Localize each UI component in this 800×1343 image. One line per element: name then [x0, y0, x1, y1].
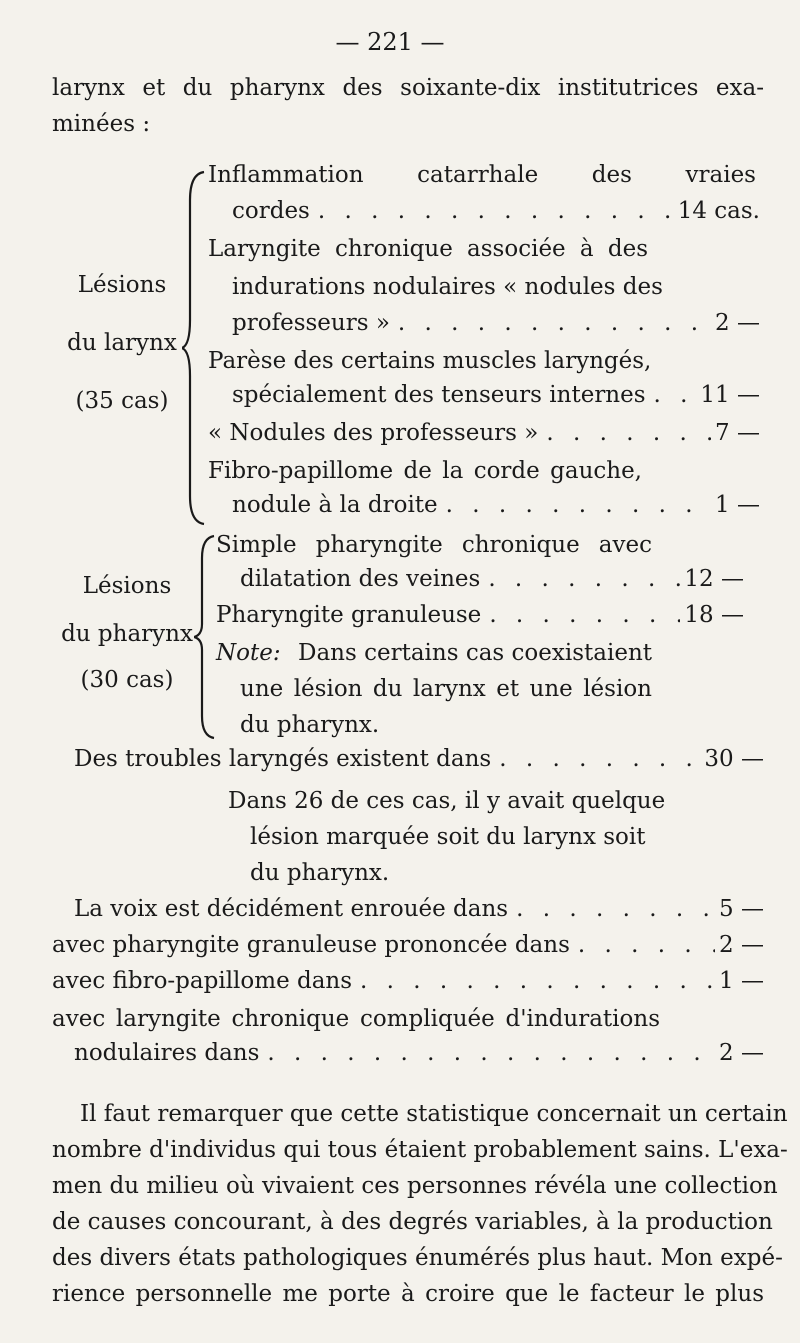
pharynx-item-2-line-1: Pharyngite granuleuse [216, 602, 482, 628]
larynx-item-2-line-3: professeurs » [232, 310, 390, 336]
paragraph-line-6: rience personnelle me porte à croire que le facteur le plus [52, 1281, 764, 1307]
troubles-row [74, 746, 764, 772]
fibro-row [52, 968, 764, 994]
larynx-item-3-line-1: Parèse des certains muscles laryngés, [208, 348, 652, 374]
troubles-note-3: du pharynx. [250, 860, 390, 886]
page-number: — 221 — [335, 28, 445, 56]
paragraph-line-2: nombre d'individus qui tous étaient probablement sains. L'exa- [52, 1137, 788, 1163]
larynx-item-1-count: 14 cas. [677, 198, 760, 224]
larynx-group-label-1: Lésions [77, 272, 167, 298]
pharynx-note-text-1: Dans certains cas coexistaient [298, 640, 652, 666]
laryngite-count: 2 — [719, 1040, 764, 1066]
larynx-item-2-line-1: Laryngite chronique associée à des [208, 236, 648, 262]
leader-dots [352, 968, 715, 994]
pharynx-group-label-2: du pharynx [61, 621, 193, 647]
leader-dots [390, 310, 711, 336]
larynx-item-3-row [232, 382, 760, 408]
leader-dots [570, 932, 715, 958]
larynx-item-2-line-2: indurations nodulaires « nodules des [232, 274, 663, 300]
pharyngite-label: avec pharyngite granuleuse prononcée dans [52, 932, 570, 958]
larynx-item-4-row [208, 420, 760, 446]
voix-count: 5 — [719, 896, 764, 922]
larynx-item-5-count: 1 — [715, 492, 760, 518]
paragraph-line-3: men du milieu où vivaient ces personnes révéla une collection [52, 1173, 778, 1199]
body-paragraph [52, 1096, 788, 1312]
note-label: Note: [216, 640, 281, 666]
pharynx-item-2-row [216, 602, 744, 628]
pharynx-group-label-3: (30 cas) [80, 667, 174, 693]
pharynx-item-1-row [240, 566, 744, 592]
larynx-group-label-3: (35 cas) [75, 388, 169, 414]
paragraph-line-5: des divers états pathologiques énumérés plus haut. Mon expé- [52, 1245, 783, 1271]
pharynx-brace [194, 534, 222, 740]
leader-dots [481, 602, 680, 628]
laryngite-line-1: avec laryngite chronique compliquée d'indurations [52, 1006, 660, 1032]
leader-dots [259, 1040, 715, 1066]
leader-dots [480, 566, 680, 592]
troubles-count: 30 — [704, 746, 764, 772]
intro-line-1: larynx et du pharynx des soixante-dix institutrices exa- [52, 75, 764, 101]
fibro-label: avec fibro-papillome dans [52, 968, 353, 994]
laryngite-row [74, 1040, 764, 1066]
leader-dots [538, 420, 711, 446]
larynx-item-2-count: 2 — [715, 310, 760, 336]
pharynx-group-label-1: Lésions [82, 573, 172, 599]
larynx-item-3-line-2: spécialement des tenseurs internes [232, 382, 646, 408]
larynx-item-3-count: 11 — [700, 382, 760, 408]
pharyngite-row [52, 932, 764, 958]
larynx-item-4-line-1: « Nodules des professeurs » [208, 420, 539, 446]
larynx-item-1-line-2: cordes [232, 198, 310, 224]
troubles-note-1: Dans 26 de ces cas, il y avait quelque [228, 788, 666, 814]
larynx-item-1-line-1: Inflammation catarrhale des vraies [208, 162, 756, 188]
paragraph-line-1: Il faut remarquer que cette statistique concernait un certain [80, 1101, 788, 1127]
larynx-item-5-line-1: Fibro-papillome de la corde gauche, [208, 458, 642, 484]
pharynx-item-1-line-1: Simple pharyngite chronique avec [216, 532, 652, 558]
troubles-label: Des troubles laryngés existent dans [74, 746, 492, 772]
pharynx-note-line-1 [216, 638, 652, 668]
leader-dots [508, 896, 715, 922]
pharynx-item-1-line-2: dilatation des veines [240, 566, 481, 592]
laryngite-line-2: nodulaires dans [74, 1040, 260, 1066]
fibro-count: 1 — [719, 968, 764, 994]
voix-row [74, 896, 764, 922]
larynx-item-5-line-2: nodule à la droite [232, 492, 438, 518]
pharynx-note-line-2: une lésion du larynx et une lésion [240, 676, 652, 702]
leader-dots [646, 382, 697, 408]
larynx-item-5-row [232, 492, 760, 518]
pharynx-note-line-3: du pharynx. [240, 712, 380, 738]
leader-dots [438, 492, 711, 518]
paragraph-line-4: de causes concourant, à des degrés variables, à la production [52, 1209, 773, 1235]
voix-label: La voix est décidément enrouée dans [74, 896, 509, 922]
pharyngite-count: 2 — [719, 932, 764, 958]
leader-dots [491, 746, 700, 772]
troubles-note-2: lésion marquée soit du larynx soit [250, 824, 646, 850]
pharynx-item-2-count: 18 — [684, 602, 744, 628]
intro-line-2: minées : [52, 111, 151, 137]
larynx-item-2-row [232, 310, 760, 336]
pharynx-item-1-count: 12 — [684, 566, 744, 592]
larynx-item-1-row [232, 198, 760, 224]
larynx-group-label-2: du larynx [67, 330, 177, 356]
larynx-item-4-count: 7 — [715, 420, 760, 446]
leader-dots [310, 198, 674, 224]
